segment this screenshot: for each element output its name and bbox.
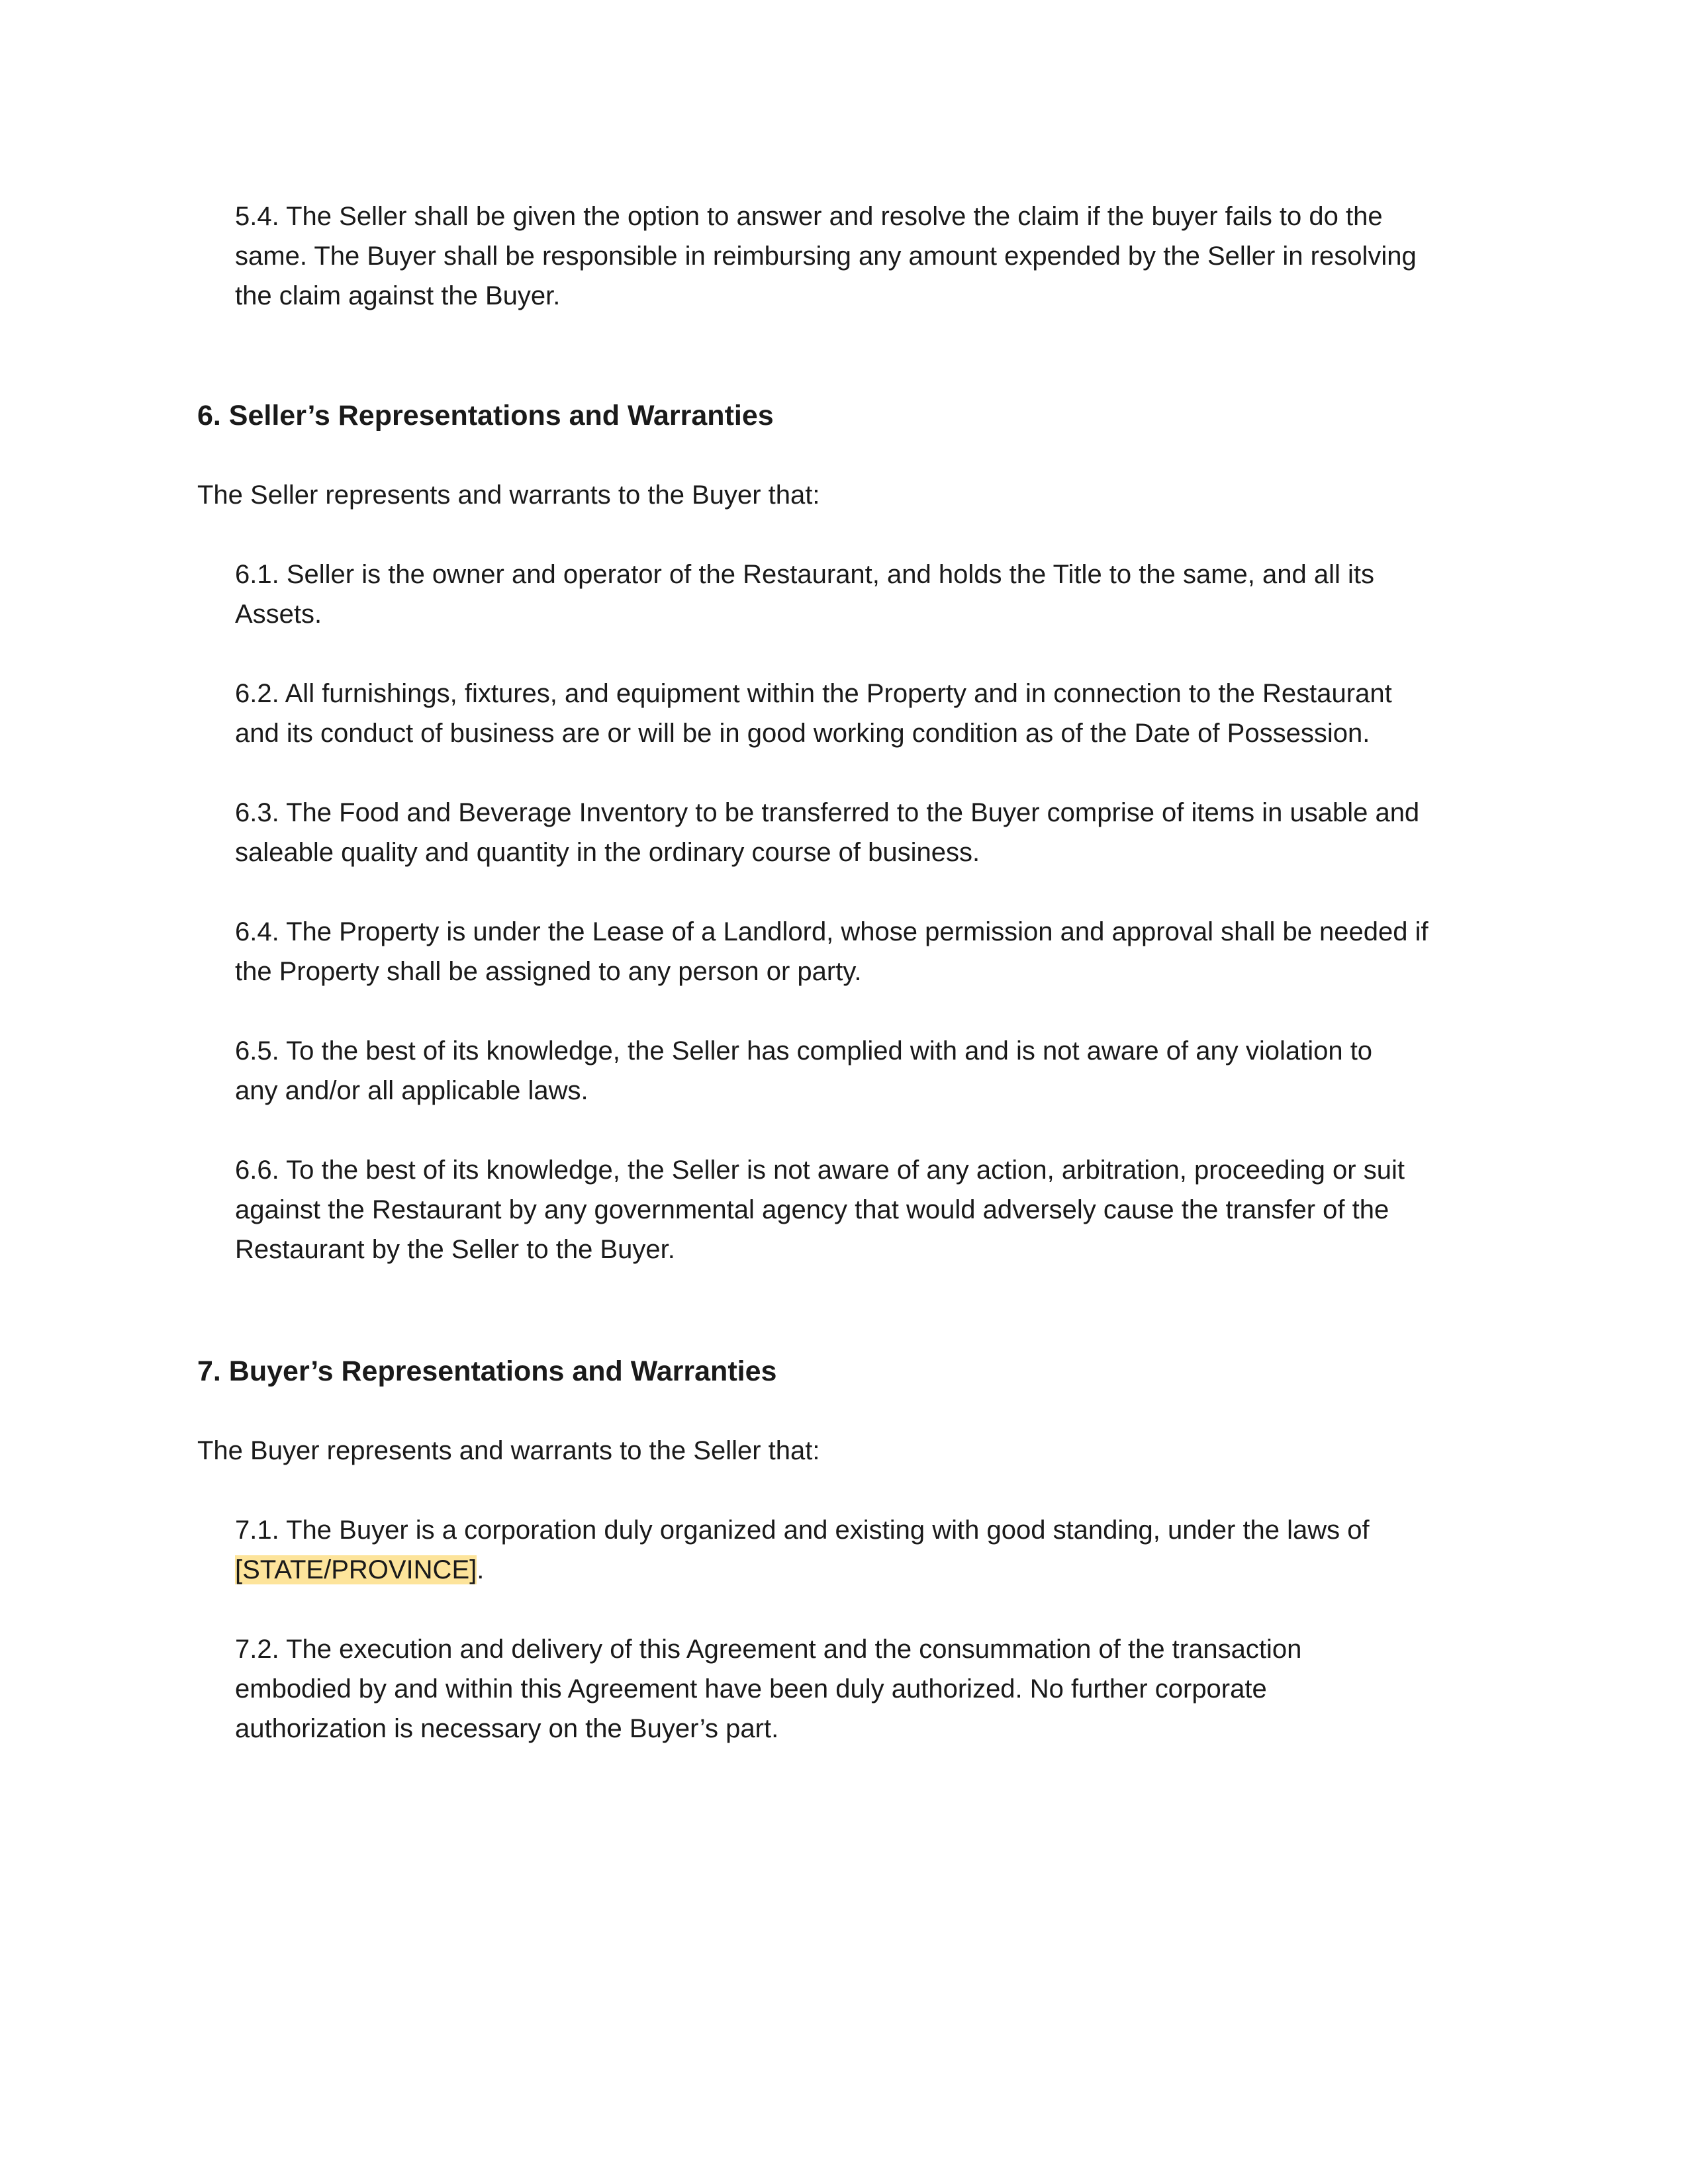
clause-7-1-period: . [477,1555,485,1584]
clause-6-1-line-1: 6.1. Seller is the owner and operator of the Restaurant, and holds the Title to the same, and all its [235,560,1375,589]
clause-5-4-line-2: same. The Buyer shall be responsible in reimbursing any amount expended by the Seller in resolving [235,242,1417,271]
clause-6-1 [235,555,1493,634]
clause-6-3 [235,793,1493,872]
clause-6-1-line-2: Assets. [235,600,322,629]
state-province-placeholder[interactable]: [STATE/PROVINCE] [235,1555,477,1584]
clause-7-2 [235,1629,1493,1749]
clause-7-1 [235,1510,1493,1590]
clause-6-6-line-2: against the Restaurant by any governmental agency that would adversely cause the transfer of the [235,1195,1389,1224]
clause-6-6-line-3: Restaurant by the Seller to the Buyer. [235,1235,675,1264]
section-6-intro: The Seller represents and warrants to the Buyer that: [197,480,820,510]
clause-6-6 [235,1150,1493,1269]
clause-7-1-line-1: 7.1. The Buyer is a corporation duly organized and existing with good standing, under the laws of [235,1516,1370,1545]
clause-6-4 [235,912,1493,991]
clause-7-2-line-1: 7.2. The execution and delivery of this Agreement and the consummation of the transaction [235,1635,1302,1664]
clause-6-5-line-2: any and/or all applicable laws. [235,1076,588,1105]
clause-5-4-line-1: 5.4. The Seller shall be given the option to answer and resolve the claim if the buyer fails to do the [235,202,1383,231]
clause-6-2-line-2: and its conduct of business are or will be in good working condition as of the Date of Possession. [235,719,1370,748]
clause-6-3-line-2: saleable quality and quantity in the ordinary course of business. [235,838,980,867]
clause-6-5 [235,1031,1493,1111]
clause-6-3-line-1: 6.3. The Food and Beverage Inventory to be transferred to the Buyer comprise of items in usable and [235,798,1420,827]
clause-7-1-line-2 [235,1550,1493,1590]
section-6-heading: 6. Seller’s Representations and Warranties [197,400,774,432]
clause-6-2 [235,674,1493,753]
section-7-intro: The Buyer represents and warrants to the Seller that: [197,1436,820,1465]
clause-6-5-line-1: 6.5. To the best of its knowledge, the Seller has complied with and is not aware of any violation to [235,1036,1373,1066]
clause-6-4-line-2: the Property shall be assigned to any person or party. [235,957,862,986]
clause-6-4-line-1: 6.4. The Property is under the Lease of a Landlord, whose permission and approval shall be needed if [235,917,1429,946]
clause-5-4-line-3: the claim against the Buyer. [235,281,561,310]
section-7-heading: 7. Buyer’s Representations and Warranties [197,1355,777,1387]
clause-6-2-line-1: 6.2. All furnishings, fixtures, and equipment within the Property and in connection to the Restaurant [235,679,1392,708]
clause-5-4 [235,197,1493,316]
clause-6-6-line-1: 6.6. To the best of its knowledge, the Seller is not aware of any action, arbitration, proceeding or suit [235,1156,1405,1185]
clause-7-2-line-2: embodied by and within this Agreement have been duly authorized. No further corporate [235,1674,1267,1704]
clause-7-2-line-3: authorization is necessary on the Buyer’s part. [235,1714,779,1743]
